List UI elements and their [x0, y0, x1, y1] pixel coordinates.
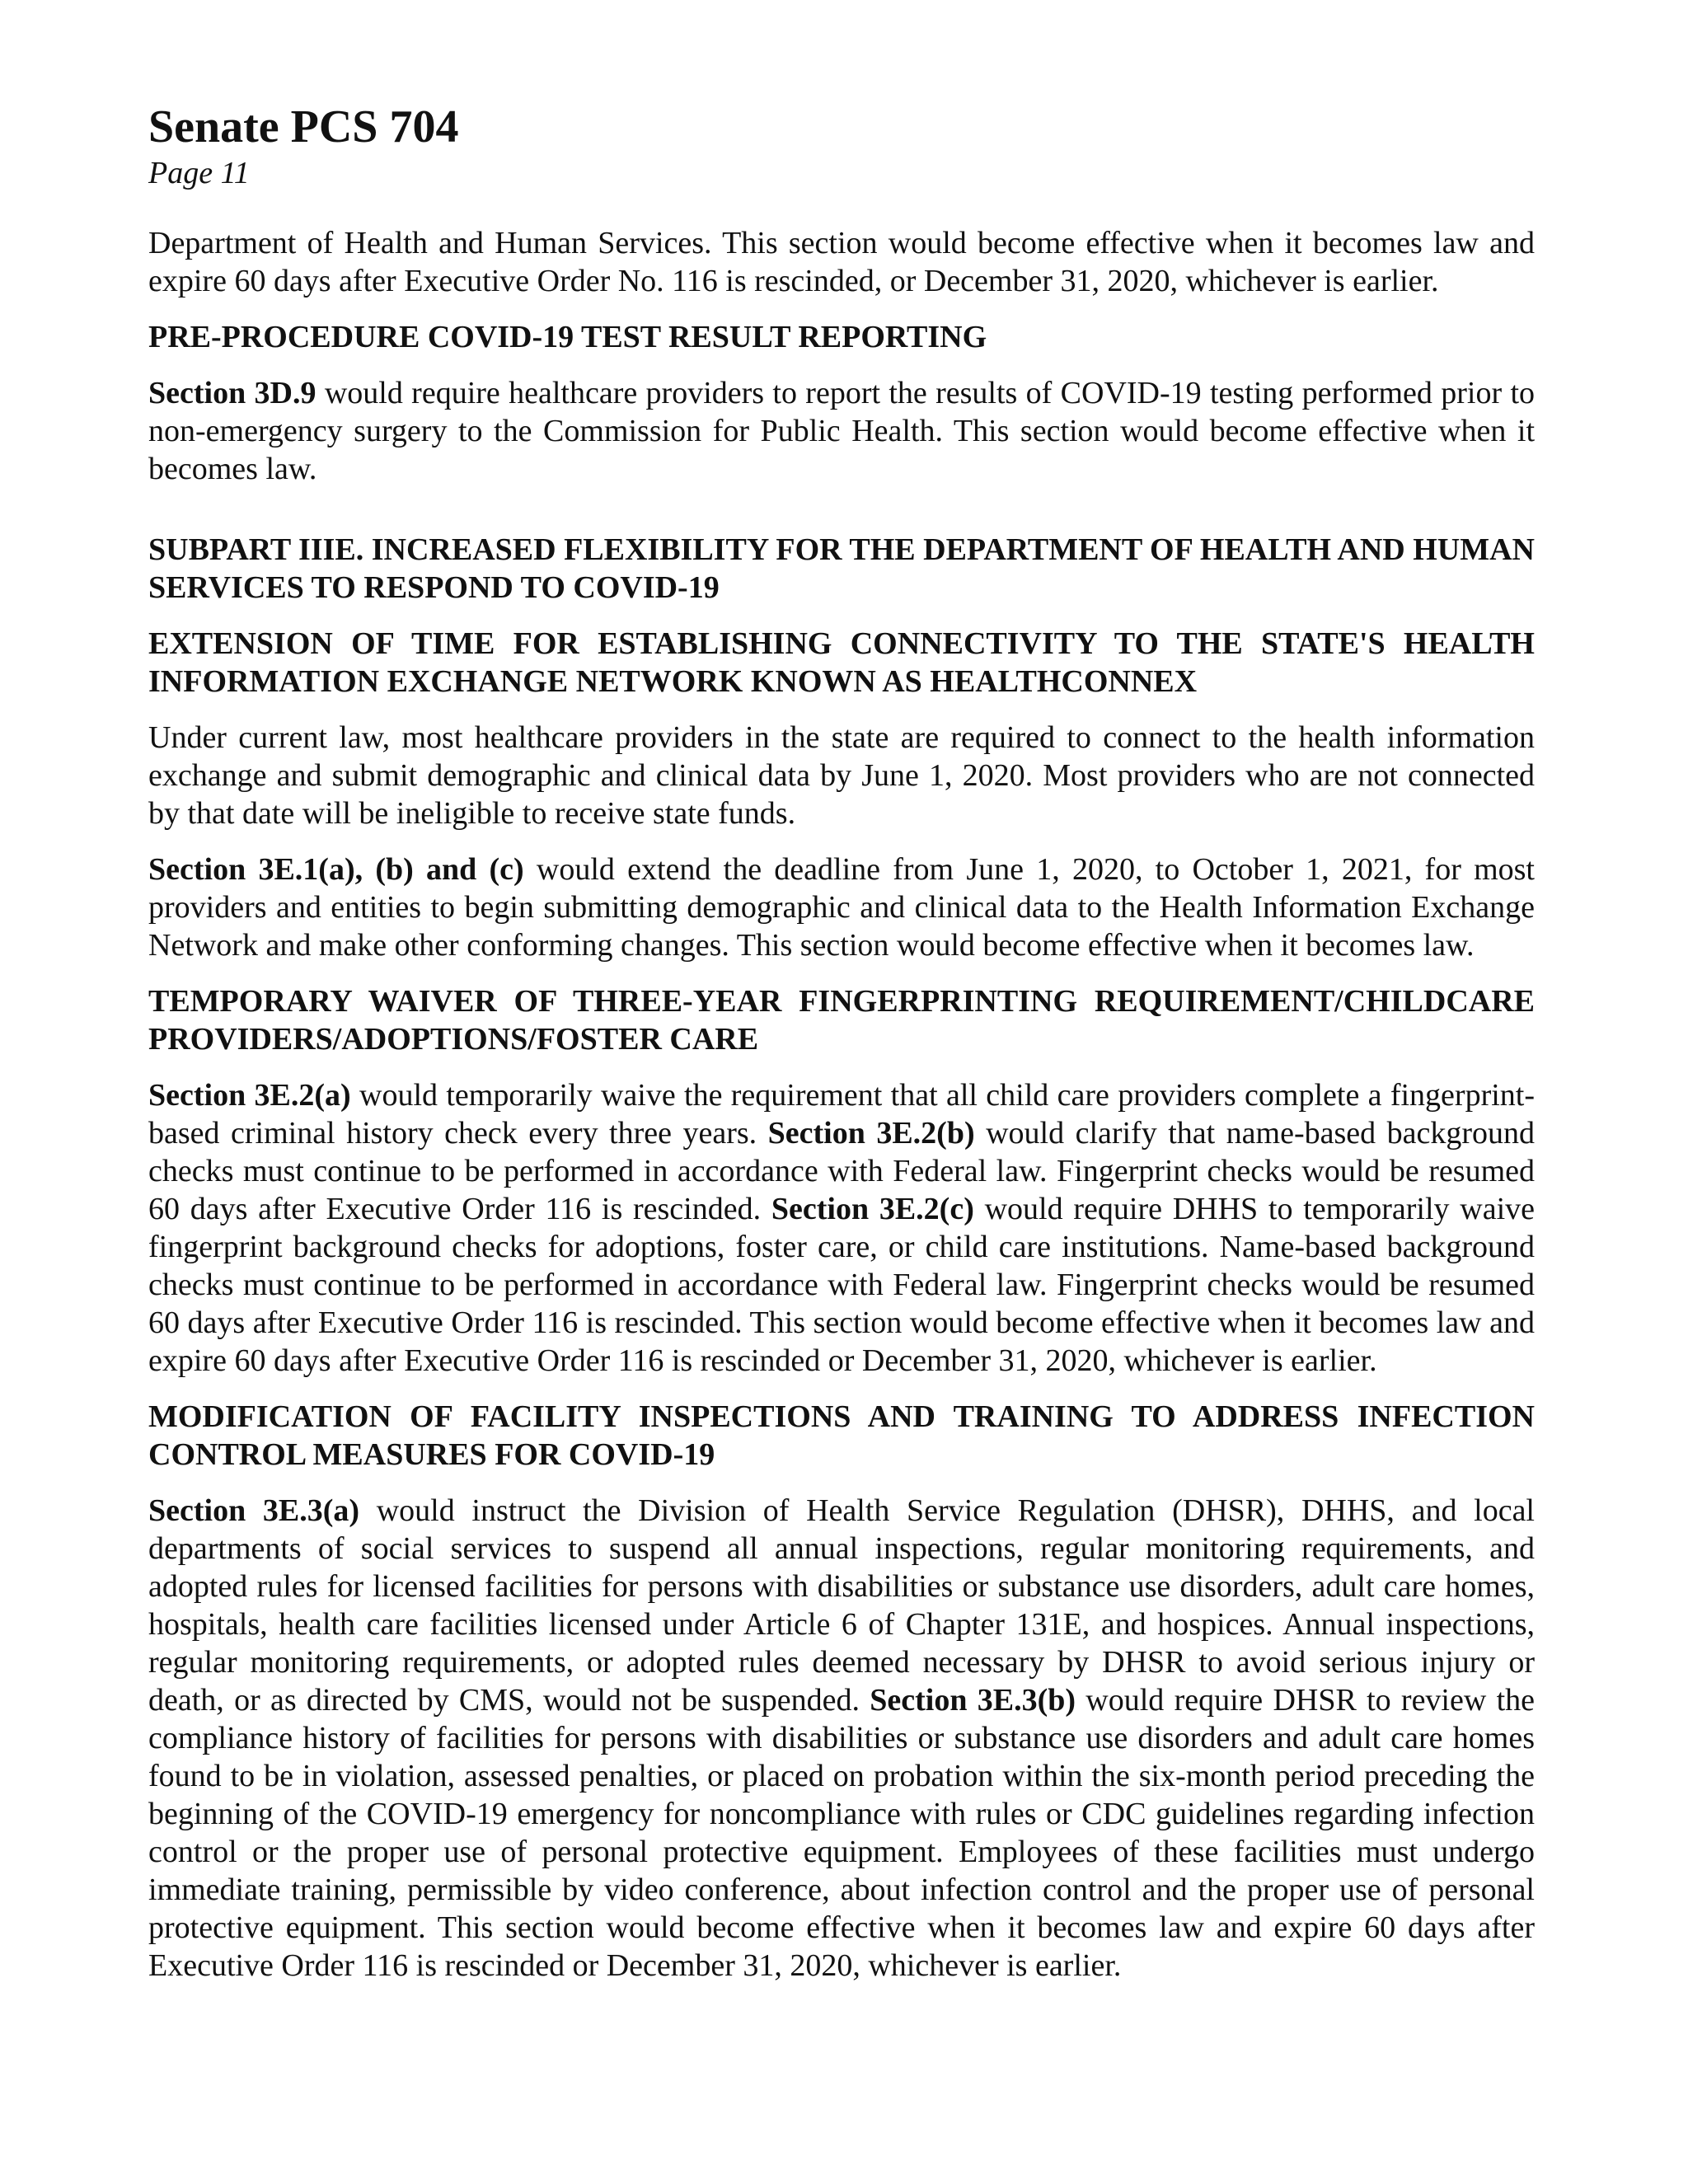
paragraph-text: would require DHSR to review the compliance history of facilities for persons with disabilities or substance use disorders and adult care homes found to be in violation, assessed penalties, or placed on probation within the six-month period preceding the beginning of the COVID-19 emergency for noncompliance with rules or CDC guidelines regarding infection control or the proper use of personal protective equipment. Employees of these facilities must undergo immediate training, permissible by video conference, about infection control and the proper use of personal protective equipment. This section would become effective when it becomes law and expire 60 days after Executive Order 116 is rescinded or December 31, 2020, whichever is earlier. [148, 1683, 1536, 1983]
paragraph-text: would require healthcare providers to report the results of COVID-19 testing performed prior to non-emergency surgery to the Commission for Public Health. This section would become effective when it becomes law. [148, 376, 1535, 486]
paragraph [148, 719, 1535, 832]
paragraph-text: would temporarily waive the requirement that all child care providers complete a fingerprint-based criminal history check every three years. [148, 1078, 1535, 1151]
subpart-heading: SUBPART IIIE. INCREASED FLEXIBILITY FOR THE DEPARTMENT OF HEALTH AND HUMAN SERVICES TO RESPOND TO COVID-19 [148, 532, 1535, 605]
section-reference: Section 3E.1(a), (b) and (c) [148, 852, 524, 887]
section-reference: Section 3E.2(b) [767, 1116, 975, 1151]
paragraph [148, 374, 1535, 488]
page-number: Page 11 [148, 156, 250, 190]
paragraph-text: would require DHHS to temporarily waive fingerprint background checks for adoptions, foster care, or child care institutions. Name-based background checks must continue to be performed in accordance with Federal law. Fingerprint checks would be resumed 60 days after Executive Order 116 is rescinded. This section would become effective when it becomes law and expire 60 days after Executive Order 116 is rescinded or December 31, 2020, whichever is earlier. [148, 1192, 1535, 1378]
paragraph-text: Department of Health and Human Services. This section would become effective when it becomes law and expire 60 days after Executive Order No. 116 is rescinded, or December 31, 2020, whichever is earlier. [148, 226, 1535, 298]
paragraph [148, 851, 1535, 964]
paragraph [148, 1076, 1535, 1380]
document-title: Senate PCS 704 [148, 101, 459, 152]
section-reference: Section 3E.2(a) [148, 1078, 351, 1113]
document-page [148, 99, 1535, 2003]
paragraph [148, 1492, 1535, 1985]
section-heading: TEMPORARY WAIVER OF THREE-YEAR FINGERPRINTING REQUIREMENT/CHILDCARE PROVIDERS/ADOPTIONS/FOSTER CARE [148, 984, 1535, 1057]
section-reference: Section 3E.2(c) [771, 1192, 974, 1226]
paragraph-text: Under current law, most healthcare providers in the state are required to connect to the health information exchange and submit demographic and clinical data by June 1, 2020. Most providers who are not connected by that date will be ineligible to receive state funds. [148, 720, 1535, 831]
paragraph-text: would extend the deadline from June 1, 2020, to October 1, 2021, for most providers and entities to begin submitting demographic and clinical data to the Health Information Exchange Network and make other conforming changes. This section would become effective when it becomes law. [148, 852, 1535, 963]
section-reference: Section 3D.9 [148, 376, 316, 410]
paragraph-text: would instruct the Division of Health Service Regulation (DHSR), DHHS, and local departments of social services to suspend all annual inspections, regular monitoring requirements, and adopted rules for licensed facilities for persons with disabilities or substance use disorders, adult care homes, hospitals, health care facilities licensed under Article 6 of Chapter 131E, and hospices. Annual inspections, regular monitoring requirements, or adopted rules deemed necessary by DHSR to avoid serious injury or death, or as directed by CMS, would not be suspended. [148, 1493, 1535, 1718]
section-heading: EXTENSION OF TIME FOR ESTABLISHING CONNECTIVITY TO THE STATE'S HEALTH INFORMATION EXCHANGE NETWORK KNOWN AS HEALTHCONNEX [148, 626, 1535, 699]
section-reference: Section 3E.3(a) [148, 1493, 360, 1528]
section-heading: PRE-PROCEDURE COVID-19 TEST RESULT REPORTING [148, 320, 987, 354]
section-heading: MODIFICATION OF FACILITY INSPECTIONS AND TRAINING TO ADDRESS INFECTION CONTROL MEASURES FOR COVID-19 [148, 1399, 1535, 1472]
paragraph-text: would clarify that name-based background checks must continue to be performed in accordance with Federal law. Fingerprint checks would be resumed 60 days after Executive Order 116 is rescinded. [148, 1116, 1535, 1226]
paragraph [148, 224, 1535, 300]
section-reference: Section 3E.3(b) [870, 1683, 1076, 1718]
